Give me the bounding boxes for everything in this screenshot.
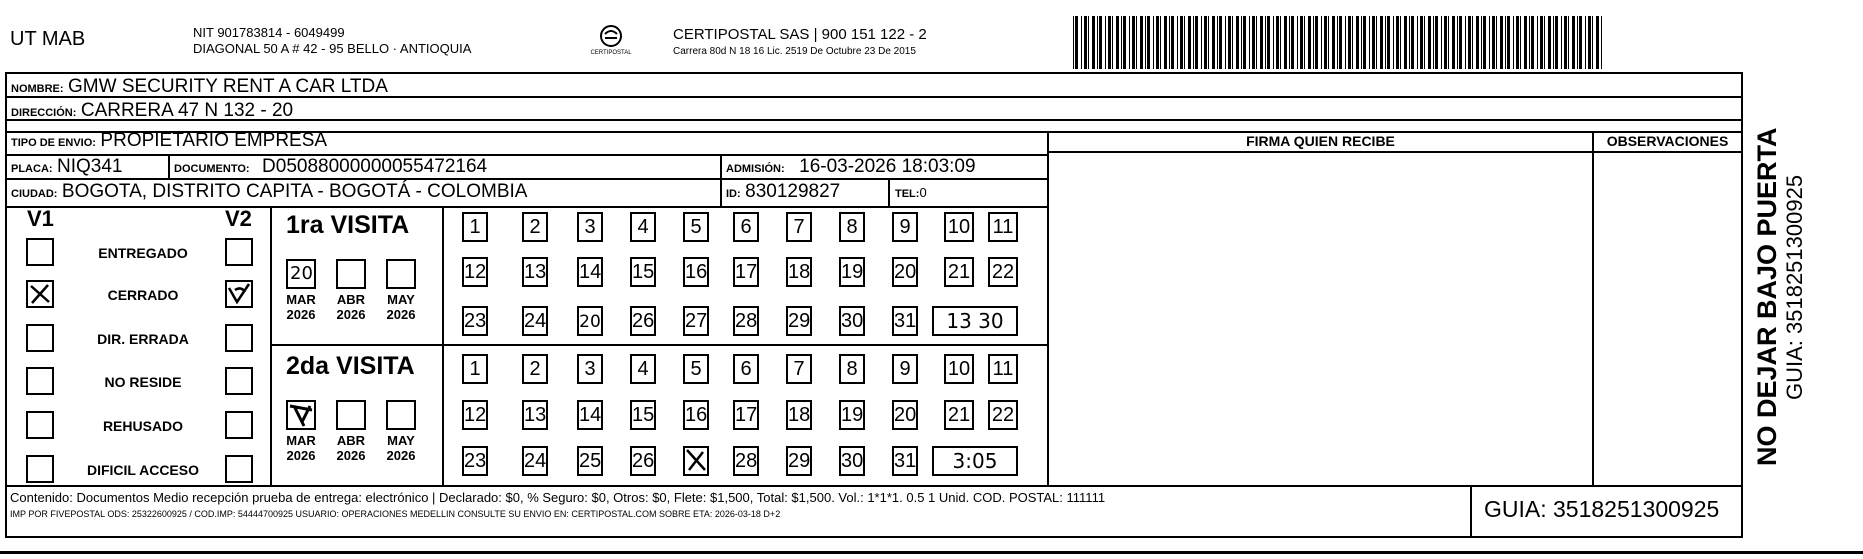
- name-label: NOMBRE:: [11, 83, 64, 95]
- firma-header: FIRMA QUIEN RECIBE: [1246, 133, 1395, 149]
- day-cell[interactable]: 6: [733, 212, 759, 242]
- first-visit-title: 1ra VISITA: [286, 211, 410, 239]
- day-cell[interactable]: 8: [839, 212, 865, 242]
- month-label: MAR 2026: [286, 292, 316, 322]
- v1-checkbox[interactable]: [26, 280, 54, 308]
- month-checkbox[interactable]: 20: [286, 259, 316, 289]
- month-checkbox[interactable]: [286, 400, 316, 430]
- day-cell[interactable]: 29: [786, 446, 812, 476]
- month-checkbox[interactable]: [336, 259, 366, 289]
- v2-checkbox[interactable]: [225, 238, 253, 266]
- day-cell[interactable]: 6: [733, 354, 759, 384]
- company-nit: NIT 901783814 - 6049499: [193, 25, 345, 40]
- second-visit-title: 2da VISITA: [286, 352, 415, 380]
- v1-checkbox[interactable]: [26, 238, 54, 266]
- day-cell[interactable]: 27: [683, 306, 709, 336]
- admission-label: ADMISIÓN:: [726, 163, 785, 175]
- recipient-address: CARRERA 47 N 132 - 20: [80, 100, 294, 121]
- v2-checkbox[interactable]: [225, 280, 253, 308]
- day-cell[interactable]: 30: [839, 446, 865, 476]
- day-cell[interactable]: 31: [892, 306, 918, 336]
- day-cell[interactable]: 28: [733, 446, 759, 476]
- plate-value: NIQ341: [57, 156, 123, 177]
- day-cell[interactable]: 30: [839, 306, 865, 336]
- day-cell[interactable]: 16: [683, 400, 709, 430]
- city-value: BOGOTA, DISTRITO CAPITA - BOGOTÁ - COLOMBIA: [61, 181, 528, 202]
- company-address: DIAGONAL 50 A # 42 - 95 BELLO · ANTIOQUIA: [193, 41, 472, 56]
- id-value: 830129827: [745, 181, 841, 202]
- v1-checkbox[interactable]: [26, 324, 54, 352]
- day-cell[interactable]: 3: [577, 354, 603, 384]
- day-cell[interactable]: 26: [630, 446, 656, 476]
- day-cell[interactable]: 9: [892, 212, 918, 242]
- recipient-name: GMW SECURITY RENT A CAR LTDA: [68, 76, 388, 97]
- day-cell[interactable]: 25: [577, 446, 603, 476]
- day-cell[interactable]: 17: [733, 257, 759, 287]
- day-cell[interactable]: 14: [577, 257, 603, 287]
- shipment-type: PROPIETARIO EMPRESA: [100, 130, 328, 151]
- month-checkbox[interactable]: [386, 400, 416, 430]
- day-cell[interactable]: 12: [462, 400, 488, 430]
- carrier-address: Carrera 80d N 18 16 Lic. 2519 De Octubre 23 De 2015: [673, 46, 916, 57]
- status-reason-label: NO RESIDE: [104, 374, 182, 390]
- v2-checkbox[interactable]: [225, 455, 253, 483]
- day-cell[interactable]: 11: [988, 354, 1018, 384]
- month-label: MAR 2026: [286, 433, 316, 463]
- status-reason-label: DIFICIL ACCESO: [86, 462, 199, 478]
- day-cell[interactable]: 26: [630, 306, 656, 336]
- day-cell[interactable]: 21: [944, 400, 974, 430]
- day-cell[interactable]: 14: [577, 400, 603, 430]
- day-cell[interactable]: 18: [786, 257, 812, 287]
- day-cell[interactable]: 10: [944, 212, 974, 242]
- day-cell[interactable]: 20: [577, 306, 603, 336]
- day-cell[interactable]: 22: [988, 400, 1018, 430]
- tel-label: TEL:: [895, 188, 920, 200]
- day-cell[interactable]: 22: [988, 257, 1018, 287]
- month-label: MAY 2026: [386, 433, 416, 463]
- plate-label: PLACA:: [11, 163, 53, 175]
- day-cell[interactable]: 4: [630, 354, 656, 384]
- v1-header: V1: [27, 206, 54, 231]
- carrier-name: CERTIPOSTAL SAS | 900 151 122 - 2: [673, 26, 927, 43]
- day-cell[interactable]: 29: [786, 306, 812, 336]
- doc-value: D05088000000055472164: [262, 156, 488, 177]
- second-visit-time[interactable]: 3:05: [932, 446, 1018, 476]
- v2-checkbox[interactable]: [225, 367, 253, 395]
- day-cell[interactable]: 15: [630, 257, 656, 287]
- v2-header: V2: [225, 206, 252, 231]
- day-cell[interactable]: 28: [733, 306, 759, 336]
- month-label: ABR 2026: [336, 292, 366, 322]
- day-cell[interactable]: 11: [988, 212, 1018, 242]
- day-cell[interactable]: 19: [839, 257, 865, 287]
- v1-checkbox[interactable]: [26, 455, 54, 483]
- day-cell[interactable]: 2: [522, 212, 548, 242]
- day-cell[interactable]: 21: [944, 257, 974, 287]
- vertical-guia: GUIA: 3518251300925: [1782, 174, 1807, 400]
- day-cell[interactable]: 5: [683, 212, 709, 242]
- month-checkbox[interactable]: [386, 259, 416, 289]
- day-cell[interactable]: 24: [522, 446, 548, 476]
- v2-checkbox[interactable]: [225, 324, 253, 352]
- city-label: CIUDAD:: [11, 188, 58, 200]
- day-cell[interactable]: 4: [630, 212, 656, 242]
- day-cell[interactable]: [683, 446, 709, 476]
- admission-value: 16-03-2026 18:03:09: [799, 156, 976, 177]
- day-cell[interactable]: 20: [892, 400, 918, 430]
- status-reason-label: DIR. ERRADA: [97, 331, 189, 347]
- barcode: [1073, 16, 1610, 69]
- day-cell[interactable]: 9: [892, 354, 918, 384]
- footer-content: Contenido: Documentos Medio recepción prueba de entrega: electrónico | Declarado: $0, % Seguro: $0, Otros: $0, Flete: $1,500, Total: $1,500. Vol.: 1*1*1. 0.5 1 Unid. COD. POSTAL: 111111: [10, 490, 1106, 505]
- no-dejar-bajo-puerta: NO DEJAR BAJO PUERTA: [1752, 127, 1782, 466]
- status-reason-label: CERRADO: [107, 287, 179, 303]
- v2-checkbox[interactable]: [225, 411, 253, 439]
- day-cell[interactable]: 15: [630, 400, 656, 430]
- day-cell[interactable]: 12: [462, 257, 488, 287]
- status-reason-label: ENTREGADO: [98, 245, 188, 261]
- month-label: MAY 2026: [386, 292, 416, 322]
- day-cell[interactable]: 8: [839, 354, 865, 384]
- tel-value: 0: [919, 185, 927, 200]
- first-visit-time[interactable]: 13 30: [932, 306, 1018, 336]
- address-label: DIRECCIÓN:: [11, 107, 77, 119]
- day-cell[interactable]: 1: [462, 212, 488, 242]
- day-cell[interactable]: 19: [839, 400, 865, 430]
- day-cell[interactable]: 31: [892, 446, 918, 476]
- observaciones-header: OBSERVACIONES: [1606, 133, 1729, 149]
- day-cell[interactable]: 1: [462, 354, 488, 384]
- certipostal-logo-icon: [585, 22, 637, 62]
- day-cell[interactable]: 13: [522, 400, 548, 430]
- day-cell[interactable]: 13: [522, 257, 548, 287]
- footer-guia: GUIA: 3518251300925: [1484, 496, 1720, 522]
- type-label: TIPO DE ENVIO:: [11, 137, 96, 149]
- day-cell[interactable]: 5: [683, 354, 709, 384]
- day-cell[interactable]: 17: [733, 400, 759, 430]
- month-label: ABR 2026: [336, 433, 366, 463]
- id-label: ID:: [726, 188, 741, 200]
- day-cell[interactable]: 7: [786, 354, 812, 384]
- status-reason-label: REHUSADO: [102, 418, 184, 434]
- company-name: UT MAB: [10, 28, 86, 50]
- doc-label: DOCUMENTO:: [174, 163, 250, 175]
- day-cell[interactable]: 18: [786, 400, 812, 430]
- day-cell[interactable]: 23: [462, 306, 488, 336]
- day-cell[interactable]: 3: [577, 212, 603, 242]
- day-cell[interactable]: 20: [892, 257, 918, 287]
- v1-checkbox[interactable]: [26, 411, 54, 439]
- day-cell[interactable]: 23: [462, 446, 488, 476]
- day-cell[interactable]: 2: [522, 354, 548, 384]
- logo-caption: CERTIPOSTAL: [590, 50, 632, 56]
- v1-checkbox[interactable]: [26, 367, 54, 395]
- day-cell[interactable]: 7: [786, 212, 812, 242]
- day-cell[interactable]: 16: [683, 257, 709, 287]
- day-cell[interactable]: 24: [522, 306, 548, 336]
- footer-imp: IMP POR FIVEPOSTAL ODS: 25322600925 / COD.IMP: 54444700925 USUARIO: OPERACIONES MEDELLIN CONSULTE SU ENVIO EN: CERTIPOSTAL.COM SOBRE ETA: 2026-03-18 D+2: [10, 509, 781, 519]
- day-cell[interactable]: 10: [944, 354, 974, 384]
- month-checkbox[interactable]: [336, 400, 366, 430]
